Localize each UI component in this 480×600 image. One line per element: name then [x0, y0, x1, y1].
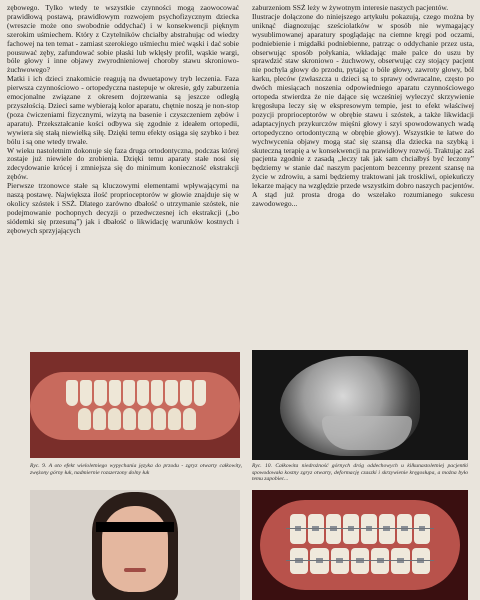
right-paragraph-2: Ilustracje dołączone do niniejszego artykułu pokazują, czego można by uniknąć diagnozując sześciolatków w sposób nie wymagający wysublimowanej aparatury spoglądając na ciemne kręgi pod oczami, podniebienie i migdałki podniebienne, patrząc o oddychanie przez usta, obserwując sposób połykania, wkładając małe palce do uszu by sprawdzić staw skroniowo - żuchwowy, obserwując czy stojący pacjent nie pochyla głowy do przodu, pytając o bóle głowy, zawroty głowy, ból karku, pleców (zwłaszcza u dzieci są to sprawy odwracalne, często po dwóch miesiącach noszenia odpowiedniego aparatu czynnościowego ortopeda stwierdza że nie dające się wcześniej wyleczyć skrzywienie kręgosłupa leczy się w ekspresowym tempie, jest to efekt właściwej pozycji proprioceptorów w obrębie stawu i szóstek, a także likwidacji adaptacyjnych przykurczów mięśni głowy i szyi spowodowanych wadą ortopedyczno ortodontyczną w obrębie głowy). Wszystkie te łatwe do wychwycenia objawy mogą stać się szansą dla dziecka na szybką i skuteczną terapię a w konsekwencji na prawidłowy rozwój. Traktując zaś pacjenta zgodnie z zasadą „leczy tak jak sam chciałbyś być leczony” będziemy w stanie dać naszym pacjentom bezcenny prezent szansę na życie w zdrowiu, a sami będziemy traktowani jak troskliwi, opiekuńczy lekarze mający na względzie przede wszystkim dobro naszych pacjentów. A stąd już prosta droga do wszelako rozumianego sukcesu zawodowego...: [252, 11, 474, 208]
left-paragraph-1: zębowego. Tylko wtedy te wszystkie czynności mogą zaowocować prawidłową postawą, prawidłowym rozwojem psychofizycznym dziecka (wreszcie może ono swobodnie oddychać) i w konsekwencji pięknym szerokim uśmiechem. Który z Czytelników chciałby abstrahując od wiedzy fachowej na ten temat - zamiast szerokiego uśmiechu mieć wąski i dać sobie pousuwać zęby, zafundować sobie płaski lub wklęsły profil, wąskie wargi, bóle głowy i inne objawy zwyrodnieniowej choroby stawu skroniowo-żuchwowego?: [7, 3, 239, 75]
face-photo: [30, 490, 240, 600]
xray-photo: [252, 350, 468, 460]
right-paragraph-1: zaburzeniom SSŻ leży w żywotnym interesie naszych pacjentów.: [252, 3, 449, 12]
face-shape: [102, 506, 168, 592]
lower-wire: [286, 560, 434, 561]
lower-teeth: [78, 408, 196, 430]
figure-9-caption: Ryc. 9. A oto efekt wieloletniego wypychania języka do przodu - zgryz otwarty całkowity, zwężony górny łuk, nadmiernie rozszerzony dolny łuk: [30, 463, 242, 476]
figure-10-caption: Ryc. 10. Całkowita niedrożność górnych dróg oddechowych u kilkunastoletniej pacjentki spowodowała kostny zgryz otwarty, deformację czaszki i skrzywienie kręgosłupa, a można było temu zapobiec...: [252, 463, 468, 483]
mouth-shape: [124, 568, 146, 572]
upper-braced-teeth: [290, 514, 430, 544]
right-text-column: [252, 4, 474, 209]
braces-photo: [252, 490, 468, 600]
left-text-column: [7, 4, 239, 236]
teeth-photo: [30, 352, 240, 458]
lower-braced-teeth: [290, 548, 430, 574]
upper-teeth: [66, 380, 206, 406]
upper-wire: [286, 528, 434, 529]
privacy-bar: [96, 522, 174, 532]
left-paragraph-2: Matki i ich dzieci znakomicie reagują na dwuetapowy tryb leczenia. Faza pierwsza czynnościowo - ortopedyczna nastepuje w okresie, gdy zaburzenia emocjonalne związane z okresem dojrzewania są jeszcze odległą przyszłością. Dzieci same wybierają kolor aparatu, chętnie noszą je non-stop (poza ćwiczeniami fizycznymi, wizytą na basenie i czyszczeniem zębów i aparatu). Przekształcanie kości odbywa się zgodnie z ideałem ortopedii, wywiera się stałą niewielką siłę. Dzięki temu efekty osiąga się szybko i bez bólu i są one wtedy trwałe.: [7, 74, 239, 146]
left-paragraph-4: Pierwsze trzonowce stałe są kluczowymi elementami wpływającymi na naszą postawę. Największa ilość proprioceptorów w głowie znajduje się w okolicy szóstek i SSŻ. Dlatego zarówno dbałość o utrzymanie szóstek, nie podejmowanie pochopnych decyzji o przedwczesnej ich ekstrakcji („bo siódemki się przesuną”) jak i dbałość o likwidację warunków kostnych i zębowych sprzyjających: [7, 181, 239, 235]
left-paragraph-3: W wieku nastoletnim dokonuje się faza druga ortodontyczna, podczas której zostaje już niewiele do zrobienia. Dzięki temu aparaty stałe nosi się zdecydowanie krócej i zmniejsza się do minimum konieczność ekstrakcji zębów.: [7, 145, 239, 182]
jaw-shape: [322, 416, 412, 450]
